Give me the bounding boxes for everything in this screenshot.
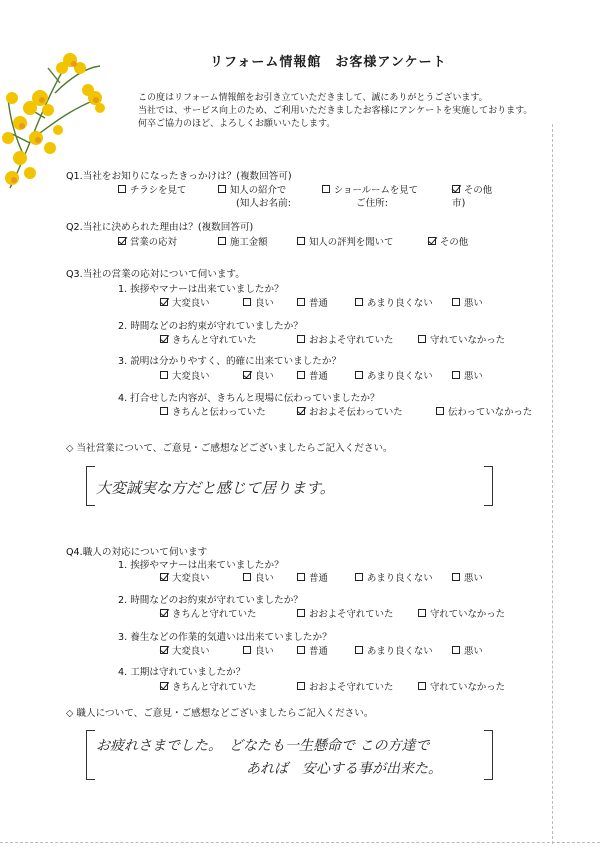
checkbox[interactable]	[218, 185, 226, 193]
q3-4-option[interactable]: おおよそ伝わっていた	[297, 404, 403, 418]
checkbox[interactable]	[243, 298, 251, 306]
checkbox[interactable]	[297, 335, 305, 343]
bracket-left	[86, 730, 95, 780]
q4-1-option[interactable]: 大変良い	[160, 570, 210, 584]
q4-2-option[interactable]: きちんと守れていた	[160, 606, 256, 620]
checkbox[interactable]	[355, 573, 363, 581]
checkbox[interactable]	[452, 298, 460, 306]
checkbox[interactable]	[355, 646, 363, 654]
q4-item-4-question: 4. 工期は守れていましたか？	[118, 667, 246, 678]
checkbox-checked[interactable]	[428, 237, 436, 245]
checkbox-checked[interactable]	[118, 237, 126, 245]
q3-2-option[interactable]: きちんと守れていた	[160, 332, 256, 346]
checkbox[interactable]	[297, 573, 305, 581]
checkbox[interactable]	[418, 682, 426, 690]
q3-3-option[interactable]: 大変良い	[160, 368, 210, 382]
q4-item-3-question: 3. 養生などの作業的気遣いは出来ていましたか？	[118, 632, 332, 643]
checkbox-checked[interactable]	[160, 573, 168, 581]
q4-4-option[interactable]: 守れていなかった	[418, 679, 505, 693]
checkbox[interactable]	[243, 573, 251, 581]
checkbox[interactable]	[297, 298, 305, 306]
q4-1-option[interactable]: 悪い	[452, 570, 483, 584]
q3-item-4-question: 4. 打合せした内容が、きちんと現場に伝わっていましたか？	[118, 393, 380, 404]
q4-2-option[interactable]: 守れていなかった	[418, 606, 505, 620]
q3-4-option[interactable]: きちんと伝わっていた	[160, 404, 266, 418]
q3-3-option[interactable]: 良い	[243, 368, 274, 382]
q3-item-2-question: 2. 時間などのお約束が守れていましたか？	[118, 321, 303, 332]
checkbox[interactable]	[160, 407, 168, 415]
q2-option[interactable]: その他	[428, 234, 468, 248]
q1-address-label: ご住所:	[356, 198, 389, 209]
bracket-right	[484, 730, 493, 780]
q3-2-option[interactable]: おおよそ守れていた	[297, 332, 393, 346]
q4-1-option[interactable]: 良い	[243, 570, 274, 584]
checkbox[interactable]	[355, 371, 363, 379]
checkbox[interactable]	[297, 609, 305, 617]
intro-line-1: この度はリフォーム情報館をお引き立ていただきまして、誠にありがとうございます。	[138, 93, 488, 103]
checkbox[interactable]	[118, 185, 126, 193]
checkbox-checked[interactable]	[160, 335, 168, 343]
checkbox[interactable]	[322, 185, 330, 193]
craftsman-comment-label: ◇ 職人について、ご意見・ご感想などございましたらご記入ください。	[66, 708, 374, 719]
intro-line-2: 当社では、サービス向上のため、ご利用いただきましたお客様にアンケートを実施しております。	[138, 106, 533, 116]
checkbox[interactable]	[418, 335, 426, 343]
checkbox-checked[interactable]	[243, 371, 251, 379]
q1-address-value: 市)	[452, 198, 466, 209]
checkbox-checked[interactable]	[160, 609, 168, 617]
q4-label: Q4.職人の対応について伺います	[66, 547, 208, 558]
q1-option[interactable]: その他	[452, 182, 492, 196]
intro-line-3: 何卒ご協力のほど、よろしくお願いいたします。	[138, 119, 336, 129]
checkbox[interactable]	[160, 371, 168, 379]
bracket-left	[86, 466, 95, 506]
checkbox-checked[interactable]	[160, 682, 168, 690]
checkbox-checked[interactable]	[160, 646, 168, 654]
q3-1-option[interactable]: 良い	[243, 295, 274, 309]
q3-2-option[interactable]: 守れていなかった	[418, 332, 505, 346]
q4-3-option[interactable]: 良い	[243, 643, 274, 657]
checkbox-checked[interactable]	[297, 407, 305, 415]
q4-3-option[interactable]: 大変良い	[160, 643, 210, 657]
q3-4-option[interactable]: 伝わっていなかった	[436, 404, 532, 418]
checkbox[interactable]	[355, 298, 363, 306]
q1-option[interactable]: ショールームを見て	[322, 182, 418, 196]
checkbox-checked[interactable]	[160, 298, 168, 306]
q3-1-option[interactable]: 普通	[297, 295, 328, 309]
page-title: リフォーム情報館 お客様アンケート	[210, 55, 447, 70]
q4-3-option[interactable]: 悪い	[452, 643, 483, 657]
q4-3-option[interactable]: あまり良くない	[355, 643, 433, 657]
craftsman-comment-line-2[interactable]: あれば 安心する事が出来た。	[246, 761, 442, 777]
q2-label: Q2.当社に決められた理由は？(複数回答可)	[66, 222, 254, 233]
q3-item-3-question: 3. 説明は分かりやすく、的確に出来ていましたか？	[118, 356, 342, 367]
checkbox[interactable]	[452, 371, 460, 379]
checkbox[interactable]	[436, 407, 444, 415]
q4-3-option[interactable]: 普通	[297, 643, 328, 657]
q3-1-option[interactable]: 悪い	[452, 295, 483, 309]
q1-option[interactable]: チラシを見て	[118, 182, 186, 196]
q3-3-option[interactable]: あまり良くない	[355, 368, 433, 382]
checkbox[interactable]	[243, 646, 251, 654]
checkbox[interactable]	[297, 646, 305, 654]
checkbox[interactable]	[297, 237, 305, 245]
q4-1-option[interactable]: あまり良くない	[355, 570, 433, 584]
sales-comment-label: ◇ 当社営業について、ご意見・ご感想などございましたらご記入ください。	[66, 443, 393, 454]
checkbox[interactable]	[452, 573, 460, 581]
checkbox[interactable]	[297, 371, 305, 379]
checkbox[interactable]	[297, 682, 305, 690]
q1-option[interactable]: 知人の紹介で	[218, 182, 286, 196]
checkbox[interactable]	[418, 609, 426, 617]
q2-option[interactable]: 営業の応対	[118, 234, 177, 248]
sales-comment-text[interactable]: 大変誠実な方だと感じて居ります。	[96, 479, 335, 497]
q4-item-2-question: 2. 時間などのお約束が守れていましたか？	[118, 595, 303, 606]
craftsman-comment-line-1[interactable]: お疲れさまでした。 どなたも一生懸命で この方達で	[96, 738, 430, 754]
bracket-right	[484, 466, 493, 506]
q3-1-option[interactable]: 大変良い	[160, 295, 210, 309]
q1-referrer-label: (知人お名前:	[236, 198, 291, 209]
q2-option[interactable]: 知人の評判を聞いて	[297, 234, 393, 248]
q4-1-option[interactable]: 普通	[297, 570, 328, 584]
q3-3-option[interactable]: 普通	[297, 368, 328, 382]
checkbox[interactable]	[452, 646, 460, 654]
q4-2-option[interactable]: おおよそ守れていた	[297, 606, 393, 620]
q4-4-option[interactable]: おおよそ守れていた	[297, 679, 393, 693]
q3-item-1-question: 1. 挨拶やマナーは出来ていましたか？	[118, 284, 284, 295]
q3-3-option[interactable]: 悪い	[452, 368, 483, 382]
dashed-border-bottom	[0, 842, 600, 844]
q4-item-1-question: 1. 挨拶やマナーは出来ていましたか？	[118, 560, 284, 571]
q3-1-option[interactable]: あまり良くない	[355, 295, 433, 309]
q4-4-option[interactable]: きちんと守れていた	[160, 679, 256, 693]
checkbox[interactable]	[218, 237, 226, 245]
checkbox-checked[interactable]	[452, 185, 460, 193]
q1-label: Q1.当社をお知りになったきっかけは？(複数回答可)	[66, 171, 292, 182]
dashed-border-right	[552, 124, 554, 844]
q2-option[interactable]: 施工金額	[218, 234, 268, 248]
q3-label: Q3.当社の営業の応対について伺います。	[66, 269, 245, 280]
